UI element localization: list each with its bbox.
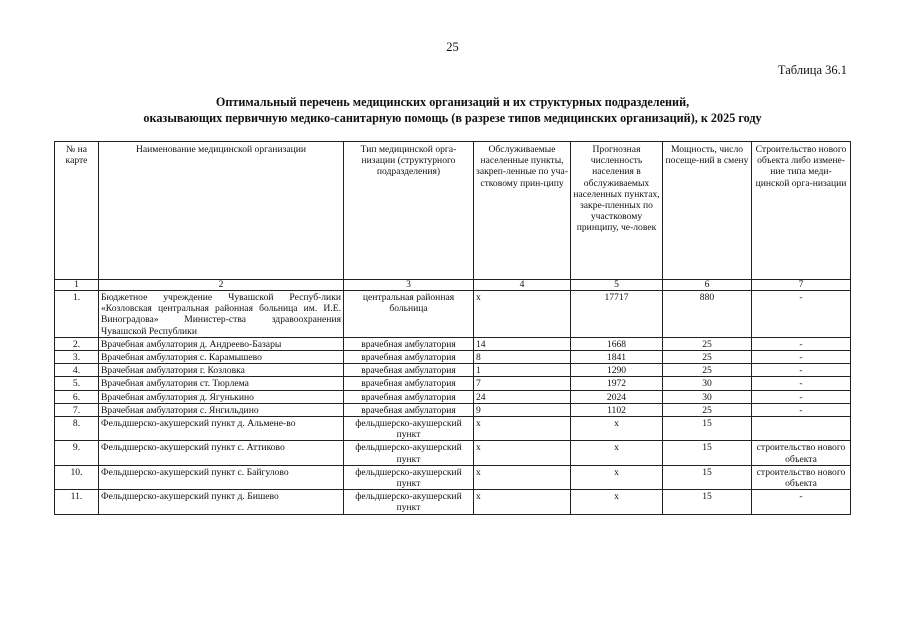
table-row: [55, 291, 851, 338]
forecast-population: х: [571, 441, 663, 465]
table-row: [55, 490, 851, 514]
row-number: 5.: [55, 377, 99, 390]
forecast-population: 1668: [571, 337, 663, 350]
header-construction: Строительство нового объекта либо измене-ние типа меди-цинской орга-низации: [752, 142, 851, 280]
forecast-population: 1290: [571, 364, 663, 377]
table-row: [55, 465, 851, 489]
served-settlements: 14: [474, 337, 571, 350]
served-settlements: х: [474, 417, 571, 441]
header-organization-type: Тип медицинской орга-низации (структурного подразделения): [344, 142, 474, 280]
capacity: 25: [663, 364, 752, 377]
forecast-population: х: [571, 490, 663, 514]
organization-name: Врачебная амбулатория д. Андреево-Базары: [99, 337, 344, 350]
construction-note: -: [752, 291, 851, 338]
capacity: 30: [663, 390, 752, 403]
forecast-population: 2024: [571, 390, 663, 403]
organization-name: Врачебная амбулатория с. Карамышево: [99, 351, 344, 364]
capacity: 25: [663, 403, 752, 416]
construction-note: строительство нового объекта: [752, 465, 851, 489]
organization-type: фельдшерско-акушерский пункт: [344, 417, 474, 441]
capacity: 25: [663, 337, 752, 350]
forecast-population: х: [571, 465, 663, 489]
construction-note: -: [752, 403, 851, 416]
organization-name: Фельдшерско-акушерский пункт д. Альмене-во: [99, 417, 344, 441]
title-line-2: оказывающих первичную медико-санитарную помощь (в разрезе типов медицинских организаций), к 2025 году: [143, 111, 762, 125]
column-number: 4: [474, 280, 571, 291]
forecast-population: 1841: [571, 351, 663, 364]
table-body: [55, 291, 851, 515]
column-number: 2: [99, 280, 344, 291]
organization-name: Врачебная амбулатория с. Янгильдино: [99, 403, 344, 416]
organization-name: Врачебная амбулатория г. Козловка: [99, 364, 344, 377]
facilities-table: [54, 141, 851, 515]
served-settlements: х: [474, 291, 571, 338]
served-settlements: х: [474, 441, 571, 465]
page-number: 25: [446, 40, 459, 54]
organization-type: врачебная амбулатория: [344, 351, 474, 364]
row-number: 7.: [55, 403, 99, 416]
organization-name: Фельдшерско-акушерский пункт с. Аттиково: [99, 441, 344, 465]
organization-name: Бюджетное учреждение Чувашской Респуб-лики «Козловская центральная районная больница им. И.Е. Виноградова» Министер-ства здравоохранения Чувашской Республики: [99, 291, 344, 338]
organization-type: врачебная амбулатория: [344, 377, 474, 390]
served-settlements: 9: [474, 403, 571, 416]
table-title: [60, 94, 845, 126]
header-served-settlements: Обслуживаемые населенные пункты, закреп-ленные по уча-стковому прин-ципу: [474, 142, 571, 280]
row-number: 1.: [55, 291, 99, 338]
organization-type: фельдшерско-акушерский пункт: [344, 490, 474, 514]
served-settlements: 1: [474, 364, 571, 377]
organization-type: врачебная амбулатория: [344, 390, 474, 403]
column-number: 1: [55, 280, 99, 291]
organization-name: Фельдшерско-акушерский пункт д. Бишево: [99, 490, 344, 514]
title-line-1: Оптимальный перечень медицинских организаций и их структурных подразделений,: [215, 95, 690, 109]
organization-type: врачебная амбулатория: [344, 403, 474, 416]
header-row: [55, 142, 851, 280]
capacity: 15: [663, 465, 752, 489]
column-number: 5: [571, 280, 663, 291]
capacity: 25: [663, 351, 752, 364]
construction-note: -: [752, 490, 851, 514]
row-number: 2.: [55, 337, 99, 350]
forecast-population: 1972: [571, 377, 663, 390]
row-number: 11.: [55, 490, 99, 514]
served-settlements: 7: [474, 377, 571, 390]
header-capacity: Мощность, число посеще-ний в смену: [663, 142, 752, 280]
served-settlements: 8: [474, 351, 571, 364]
table-row: [55, 337, 851, 350]
table-row: [55, 377, 851, 390]
served-settlements: 24: [474, 390, 571, 403]
row-number: 8.: [55, 417, 99, 441]
capacity: 15: [663, 417, 752, 441]
construction-note: -: [752, 390, 851, 403]
served-settlements: х: [474, 465, 571, 489]
table-row: [55, 417, 851, 441]
construction-note: [752, 417, 851, 441]
capacity: 30: [663, 377, 752, 390]
header-organization-name: Наименование медицинской организации: [99, 142, 344, 280]
table-row: [55, 364, 851, 377]
forecast-population: 17717: [571, 291, 663, 338]
organization-name: Врачебная амбулатория ст. Тюрлема: [99, 377, 344, 390]
construction-note: -: [752, 377, 851, 390]
construction-note: -: [752, 351, 851, 364]
column-number-row: [55, 280, 851, 291]
forecast-population: 1102: [571, 403, 663, 416]
table-row: [55, 403, 851, 416]
organization-name: Врачебная амбулатория д. Ягунькино: [99, 390, 344, 403]
column-number: 7: [752, 280, 851, 291]
organization-type: фельдшерско-акушерский пункт: [344, 441, 474, 465]
served-settlements: х: [474, 490, 571, 514]
table-row: [55, 351, 851, 364]
table-label: Таблица 36.1: [777, 63, 847, 77]
header-forecast-population: Прогнозная численность населения в обслуживаемых населенных пунктах, закре-пленных по участковому принципу, че-ловек: [571, 142, 663, 280]
organization-type: центральная районная больница: [344, 291, 474, 338]
row-number: 6.: [55, 390, 99, 403]
organization-type: врачебная амбулатория: [344, 337, 474, 350]
organization-type: врачебная амбулатория: [344, 364, 474, 377]
table-row: [55, 390, 851, 403]
row-number: 10.: [55, 465, 99, 489]
row-number: 9.: [55, 441, 99, 465]
header-map-number: № на карте: [55, 142, 99, 280]
construction-note: -: [752, 337, 851, 350]
forecast-population: х: [571, 417, 663, 441]
capacity: 15: [663, 490, 752, 514]
construction-note: строительство нового объекта: [752, 441, 851, 465]
capacity: 15: [663, 441, 752, 465]
row-number: 3.: [55, 351, 99, 364]
table-row: [55, 441, 851, 465]
capacity: 880: [663, 291, 752, 338]
organization-type: фельдшерско-акушерский пункт: [344, 465, 474, 489]
column-number: 3: [344, 280, 474, 291]
construction-note: -: [752, 364, 851, 377]
column-number: 6: [663, 280, 752, 291]
row-number: 4.: [55, 364, 99, 377]
organization-name: Фельдшерско-акушерский пункт с. Байгулово: [99, 465, 344, 489]
